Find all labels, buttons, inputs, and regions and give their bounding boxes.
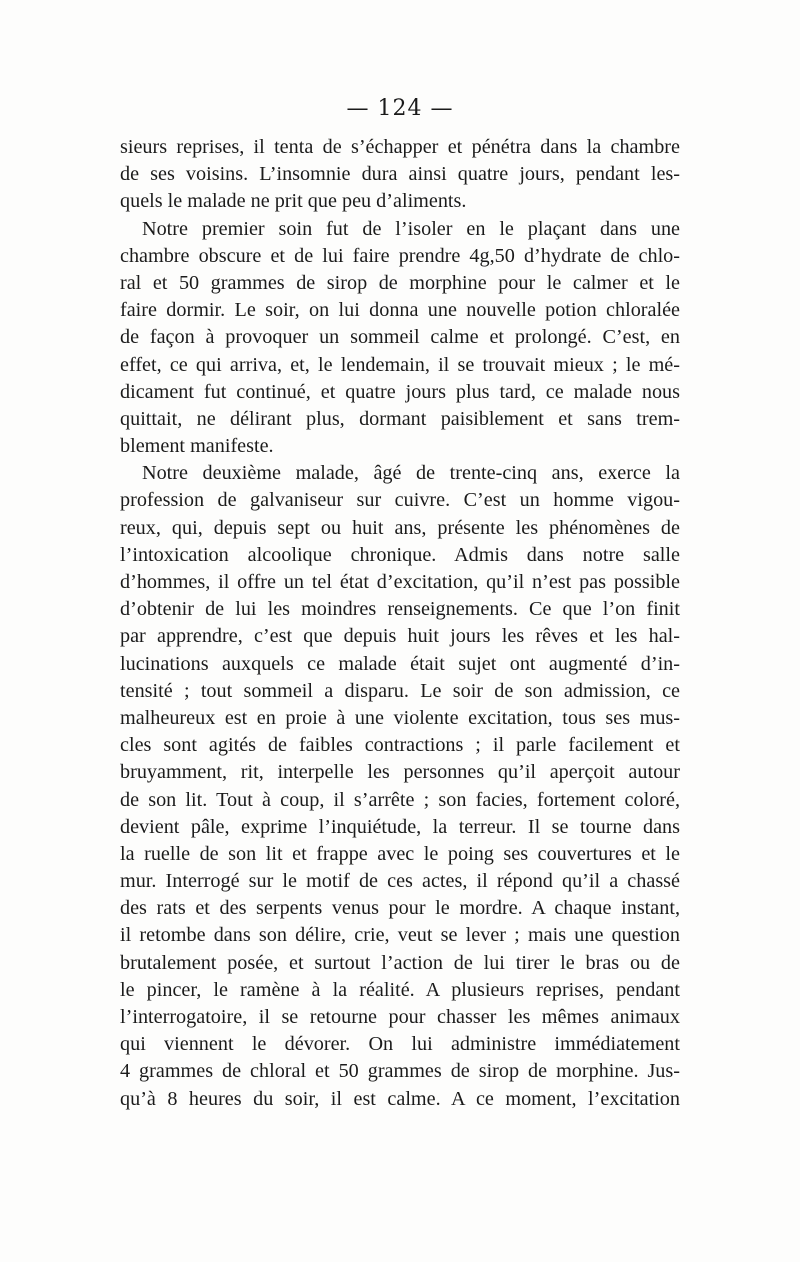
text-line: des rats et des serpents venus pour le mordre. A chaque instant, — [120, 897, 680, 920]
text-line: dicament fut continué, et quatre jours plus tard, ce malade nous — [120, 380, 680, 403]
text-line: chambre obscure et de lui faire prendre 4g,50 d’hydrate de chlo- — [120, 244, 680, 267]
text-line: qu’à 8 heures du soir, il est calme. A ce moment, l’excitation — [120, 1087, 680, 1110]
text-line: de façon à provoquer un sommeil calme et prolongé. C’est, en — [120, 326, 680, 349]
text-line: ral et 50 grammes de sirop de morphine pour le calmer et le — [120, 271, 680, 294]
text-line: Notre premier soin fut de l’isoler en le plaçant dans une — [142, 217, 680, 240]
text-line: Notre deuxième malade, âgé de trente-cinq ans, exerce la — [142, 462, 680, 485]
text-line: faire dormir. Le soir, on lui donna une nouvelle potion chloralée — [120, 299, 680, 322]
text-line: tensité ; tout sommeil a disparu. Le soir de son admission, ce — [120, 679, 680, 702]
text-line: blement manifeste. — [120, 435, 274, 458]
text-line: quels le malade ne prit que peu d’aliments. — [120, 190, 467, 213]
text-line: bruyamment, rit, interpelle les personnes qu’il aperçoit autour — [120, 761, 680, 784]
text-line: le pincer, le ramène à la réalité. A plusieurs reprises, pendant — [120, 978, 680, 1001]
page-number: — 124 — — [346, 96, 454, 121]
text-line: quittait, ne délirant plus, dormant paisiblement et sans trem- — [120, 407, 680, 430]
text-line: 4 grammes de chloral et 50 grammes de sirop de morphine. Jus- — [120, 1060, 680, 1083]
text-line: brutalement posée, et surtout l’action de lui tirer le bras ou de — [120, 951, 680, 974]
text-line: malheureux est en proie à une violente excitation, tous ses mus- — [120, 706, 680, 729]
text-line: effet, ce qui arriva, et, le lendemain, il se trouvait mieux ; le mé- — [120, 353, 680, 376]
text-line: mur. Interrogé sur le motif de ces actes, il répond qu’il a chassé — [120, 870, 680, 893]
text-line: devient pâle, exprime l’inquiétude, la terreur. Il se tourne dans — [120, 815, 680, 838]
text-line: sieurs reprises, il tenta de s’échapper et pénétra dans la chambre — [120, 136, 680, 158]
body-text — [120, 134, 680, 1113]
text-line: qui viennent le dévorer. On lui administre immédiatement — [120, 1033, 680, 1056]
text-line: de ses voisins. L’insomnie dura ainsi quatre jours, pendant les- — [120, 163, 680, 186]
text-line: d’obtenir de lui les moindres renseignements. Ce que l’on finit — [120, 598, 680, 621]
text-line: l’interrogatoire, il se retourne pour chasser les mêmes animaux — [120, 1006, 680, 1028]
text-line: reux, qui, depuis sept ou huit ans, présente les phénomènes de — [120, 516, 680, 539]
text-line: de son lit. Tout à coup, il s’arrête ; son facies, fortement coloré, — [120, 788, 680, 811]
text-line: la ruelle de son lit et frappe avec le poing ses couvertures et le — [120, 842, 680, 865]
text-line: l’intoxication alcoolique chronique. Admis dans notre salle — [120, 543, 680, 566]
text-line: profession de galvaniseur sur cuivre. C’est un homme vigou- — [120, 489, 680, 512]
text-line: cles sont agités de faibles contractions ; il parle facilement et — [120, 734, 680, 757]
text-line: lucinations auxquels ce malade était sujet ont augmenté d’in- — [120, 652, 680, 675]
text-line: par apprendre, c’est que depuis huit jours les rêves et les hal- — [120, 625, 680, 648]
text-line: il retombe dans son délire, crie, veut se lever ; mais une question — [120, 924, 680, 947]
text-line: d’hommes, il offre un tel état d’excitation, qu’il n’est pas possible — [120, 571, 680, 593]
